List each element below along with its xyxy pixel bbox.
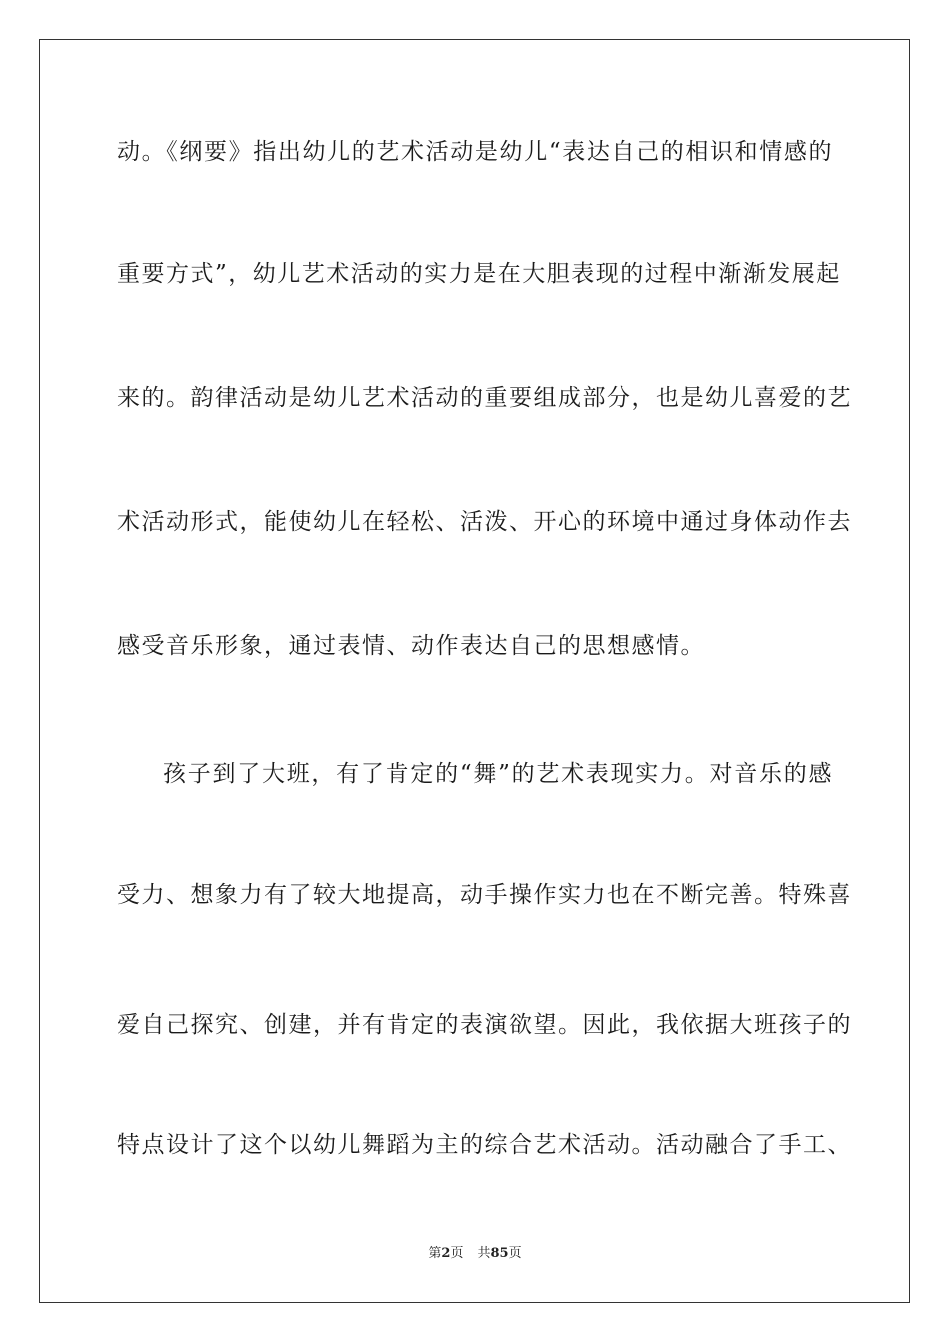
page-suffix: 页 — [450, 1246, 464, 1261]
total-pages: 85 — [490, 1246, 509, 1261]
body-text-line-4: 术活动形式，能使幼儿在轻松、活泼、开心的环境中通过身体动作去 — [117, 509, 852, 535]
total-prefix: 共 — [477, 1246, 491, 1261]
page-prefix: 第 — [428, 1246, 442, 1261]
body-text-line-3: 来的。韵律活动是幼儿艺术活动的重要组成部分，也是幼儿喜爱的艺 — [117, 385, 852, 411]
body-text-line-2: 重要方式”，幼儿艺术活动的实力是在大胆表现的过程中渐渐发展起 — [117, 261, 841, 287]
page-footer — [0, 1246, 950, 1262]
page-border — [39, 39, 910, 1303]
paragraph-2-line-3: 爱自己探究、创建，并有肯定的表演欲望。因此，我依据大班孩子的 — [117, 1012, 852, 1038]
paragraph-2-line-1: 孩子到了大班，有了肯定的“舞”的艺术表现实力。对音乐的感 — [163, 761, 833, 787]
paragraph-2-line-4: 特点设计了这个以幼儿舞蹈为主的综合艺术活动。活动融合了手工、 — [117, 1132, 852, 1158]
body-text-line-1: 动。《纲要》指出幼儿的艺术活动是幼儿“表达自己的相识和情感的 — [117, 139, 833, 165]
page-number: 2 — [441, 1246, 451, 1261]
body-text-line-5: 感受音乐形象，通过表情、动作表达自己的思想感情。 — [117, 633, 705, 659]
total-suffix: 页 — [508, 1246, 522, 1261]
paragraph-2-line-2: 受力、想象力有了较大地提高，动手操作实力也在不断完善。特殊喜 — [117, 882, 852, 908]
